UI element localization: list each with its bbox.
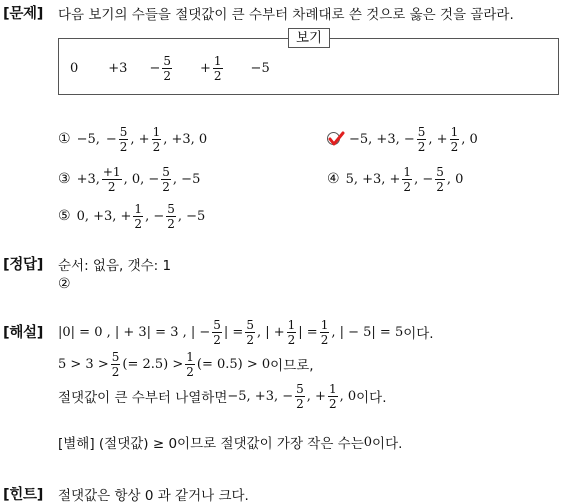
solution-3-text: 절댓값이 큰 수부터 나열하면 xyxy=(58,390,228,406)
solution-tag: [해설] xyxy=(3,325,44,341)
choice-1-sign: − xyxy=(105,131,117,147)
choice-4-fraction-2: $\frac{5}{2}$ xyxy=(436,164,444,194)
check-mark-icon xyxy=(327,131,345,147)
choice-4-mark: ④ xyxy=(327,171,340,187)
solution-2-a: 5 > 3 > xyxy=(58,356,109,372)
solution-2-fraction-2: $\frac{1}{2}$ xyxy=(186,349,194,379)
bogi-item-a: 0 xyxy=(70,60,79,76)
bogi-item-c-sign: − xyxy=(149,60,161,76)
choice-4-text-3: , 0 xyxy=(446,171,464,187)
question-tag: [문제] xyxy=(3,6,44,22)
bogi-item-d-fraction: $\frac{1}{2}$ xyxy=(213,53,222,83)
bogi-item-d-sign: + xyxy=(200,60,211,76)
solution-line-1 xyxy=(58,314,434,350)
solution-1-b: | = xyxy=(223,324,244,340)
choice-5-text-3: , −5 xyxy=(177,208,206,224)
choice-2-fraction-2: $\frac{1}{2}$ xyxy=(450,124,459,154)
choice-5[interactable] xyxy=(58,198,205,234)
bogi-items xyxy=(70,50,270,86)
choice-2-fraction-1: $\frac{5}{2}$ xyxy=(417,124,426,154)
solution-1-fraction-2: $\frac{5}{2}$ xyxy=(246,317,254,347)
bogi-item-e: −5 xyxy=(250,60,270,76)
solution-3-c: , 0 xyxy=(339,388,357,404)
answer-line-2: ② xyxy=(58,276,71,292)
solution-4-text-2: 이므로 절댓값이 가장 작은 수는 xyxy=(177,436,364,452)
choice-2-text: −5, +3, − xyxy=(349,131,415,147)
choice-3[interactable] xyxy=(58,161,200,197)
choice-4[interactable] xyxy=(327,161,463,197)
solution-1-fraction-1: $\frac{5}{2}$ xyxy=(213,317,221,347)
solution-1-d: | = xyxy=(298,324,318,340)
choice-1-text: −5, xyxy=(76,131,100,147)
question-text: 다음 보기의 수들을 절댓값이 큰 수부터 차례대로 쓴 것으로 옳은 것을 골라라. xyxy=(58,7,514,23)
choice-4-text-2: , − xyxy=(414,171,434,187)
hint-text: 절댓값은 항상 0 과 같거나 크다. xyxy=(58,488,249,504)
choice-5-fraction-2: $\frac{5}{2}$ xyxy=(167,201,175,231)
solution-line-4 xyxy=(58,430,402,454)
hint-tag: [힌트] xyxy=(3,487,44,503)
bogi-item-c-fraction: $\frac{5}{2}$ xyxy=(163,53,171,83)
choice-3-fraction-2: $\frac{5}{2}$ xyxy=(162,164,170,194)
solution-line-2 xyxy=(58,346,314,382)
choice-3-text-3: , −5 xyxy=(172,171,201,187)
solution-4-end: 이다. xyxy=(372,436,403,452)
solution-4-text: [별해] (절댓값) ≥ 0 xyxy=(58,436,178,452)
choice-5-mark: ⑤ xyxy=(58,208,71,224)
choice-3-fraction-1: $\frac{+1}{2}$ xyxy=(102,164,121,194)
solution-1-e: , | − 5| = 5 xyxy=(331,324,404,340)
bogi-label: 보기 xyxy=(288,28,330,48)
choice-3-text-2: , 0, − xyxy=(123,171,160,187)
choice-5-text-2: , − xyxy=(145,208,165,224)
solution-2-end: 이므로, xyxy=(270,358,314,374)
solution-3-fraction-1: $\frac{5}{2}$ xyxy=(296,381,304,411)
solution-2-fraction-1: $\frac{5}{2}$ xyxy=(111,349,120,379)
choice-4-text: 5, +3, + xyxy=(345,171,401,187)
solution-3-a: −5, +3, − xyxy=(227,388,294,404)
choice-1-mark: ① xyxy=(58,131,71,147)
solution-4-value: 0 xyxy=(363,434,373,450)
choice-1-text-3: , +3, 0 xyxy=(163,131,208,147)
choice-2-text-3: , 0 xyxy=(461,131,478,147)
solution-line-3 xyxy=(58,378,387,414)
choice-1-fraction-1: $\frac{5}{2}$ xyxy=(119,124,128,154)
bogi-item-b: +3 xyxy=(108,60,128,76)
choice-3-text: +3, xyxy=(76,171,100,187)
choice-1-text-2: , + xyxy=(130,131,150,147)
solution-3-fraction-2: $\frac{1}{2}$ xyxy=(328,381,337,411)
solution-1-end: 이다. xyxy=(403,326,434,342)
choice-5-text: 0, +3, + xyxy=(76,208,132,224)
choice-1[interactable] xyxy=(58,121,207,157)
choice-3-mark: ③ xyxy=(58,171,71,187)
solution-2-c: (= 0.5) > 0 xyxy=(196,356,271,372)
choice-2[interactable] xyxy=(327,121,478,157)
solution-1-c: , | + xyxy=(256,324,285,340)
solution-3-b: , + xyxy=(306,388,326,404)
answer-line-1: 순서: 없음, 갯수: 1 xyxy=(58,258,172,274)
choice-1-fraction-2: $\frac{1}{2}$ xyxy=(152,124,161,154)
choice-2-text-2: , + xyxy=(428,131,448,147)
solution-1-fraction-3: $\frac{1}{2}$ xyxy=(287,317,296,347)
choice-4-fraction-1: $\frac{1}{2}$ xyxy=(403,164,412,194)
solution-2-b: (= 2.5) > xyxy=(122,356,184,372)
correct-check-icon xyxy=(327,131,345,147)
solution-3-end: 이다. xyxy=(356,390,387,406)
answer-tag: [정답] xyxy=(3,257,44,273)
solution-1-fraction-4: $\frac{1}{2}$ xyxy=(320,317,329,347)
solution-1-a: |0| = 0 , | + 3| = 3 , | − xyxy=(58,324,211,340)
choice-5-fraction-1: $\frac{1}{2}$ xyxy=(134,201,143,231)
